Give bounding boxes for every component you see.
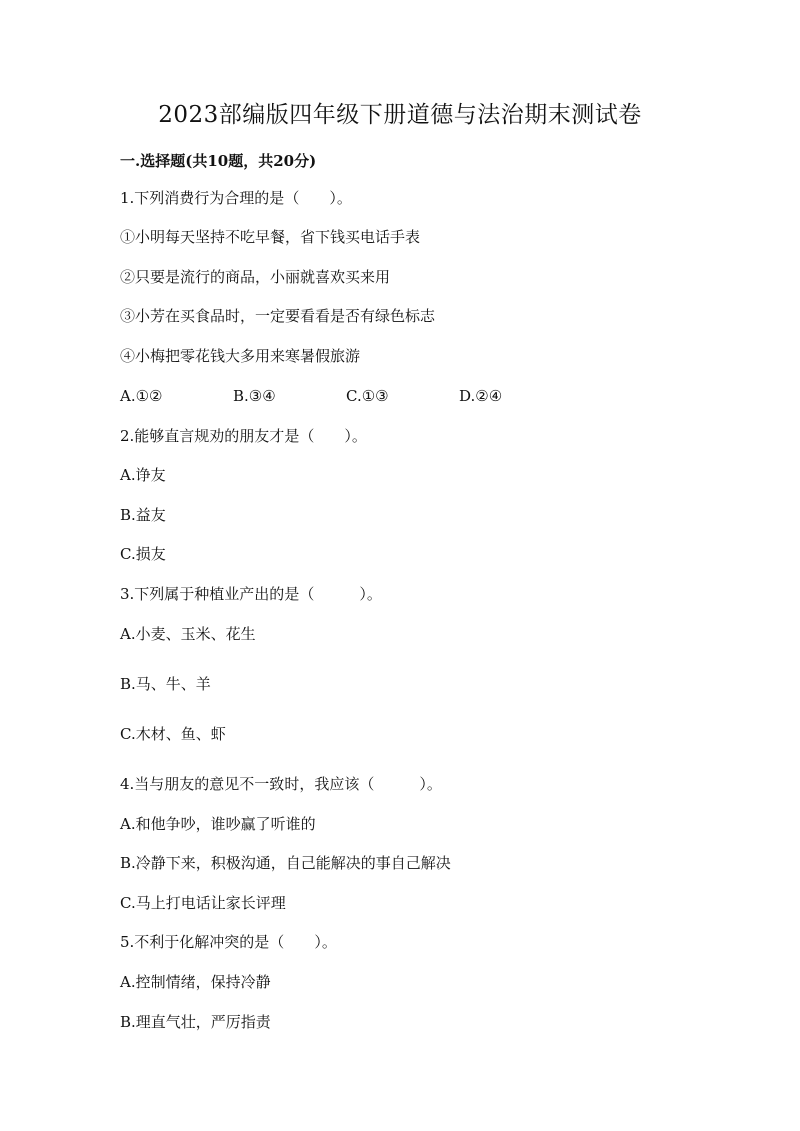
question-3-option-c: C.木材、鱼、虾 xyxy=(120,725,226,743)
question-1-statement-3: ③小芳在买食品时，一定要看看是否有绿色标志 xyxy=(120,307,436,325)
question-1-stem: 1.下列消费行为合理的是（ ）。 xyxy=(120,189,352,207)
question-1-option-d: D.②④ xyxy=(459,387,503,405)
question-2-option-c: C.损友 xyxy=(120,545,166,563)
question-4-option-a: A.和他争吵，谁吵赢了听谁的 xyxy=(120,815,316,833)
question-1-options xyxy=(120,386,540,406)
question-1-option-a: A.①② xyxy=(120,387,163,405)
page-title: 2023部编版四年级下册道德与法治期末测试卷 xyxy=(158,102,642,128)
question-3-stem: 3.下列属于种植业产出的是（ ）。 xyxy=(120,585,382,603)
question-1-option-c: C.①③ xyxy=(346,387,389,405)
question-1-statement-1: ①小明每天坚持不吃早餐，省下钱买电话手表 xyxy=(120,228,421,246)
question-5-option-b: B.理直气壮，严厉指责 xyxy=(120,1013,271,1031)
question-3-option-b: B.马、牛、羊 xyxy=(120,675,211,693)
question-1-option-b: B.③④ xyxy=(233,387,276,405)
question-4-stem: 4.当与朋友的意见不一致时，我应该（ ）。 xyxy=(120,775,442,793)
question-1-statement-4: ④小梅把零花钱大多用来寒暑假旅游 xyxy=(120,347,361,365)
question-5-option-a: A.控制情绪，保持冷静 xyxy=(120,973,271,991)
question-4-option-b: B.冷静下来，积极沟通，自己能解决的事自己解决 xyxy=(120,854,451,872)
question-5-stem: 5.不利于化解冲突的是（ ）。 xyxy=(120,933,337,951)
question-2-option-a: A.诤友 xyxy=(120,466,166,484)
question-2-option-b: B.益友 xyxy=(120,506,166,524)
question-3-option-a: A.小麦、玉米、花生 xyxy=(120,625,256,643)
question-2-stem: 2.能够直言规劝的朋友才是（ ）。 xyxy=(120,427,367,445)
section-heading: 一.选择题(共10题，共20分) xyxy=(120,152,317,170)
question-1-statement-2: ②只要是流行的商品，小丽就喜欢买来用 xyxy=(120,268,391,286)
question-4-option-c: C.马上打电话让家长评理 xyxy=(120,894,286,912)
